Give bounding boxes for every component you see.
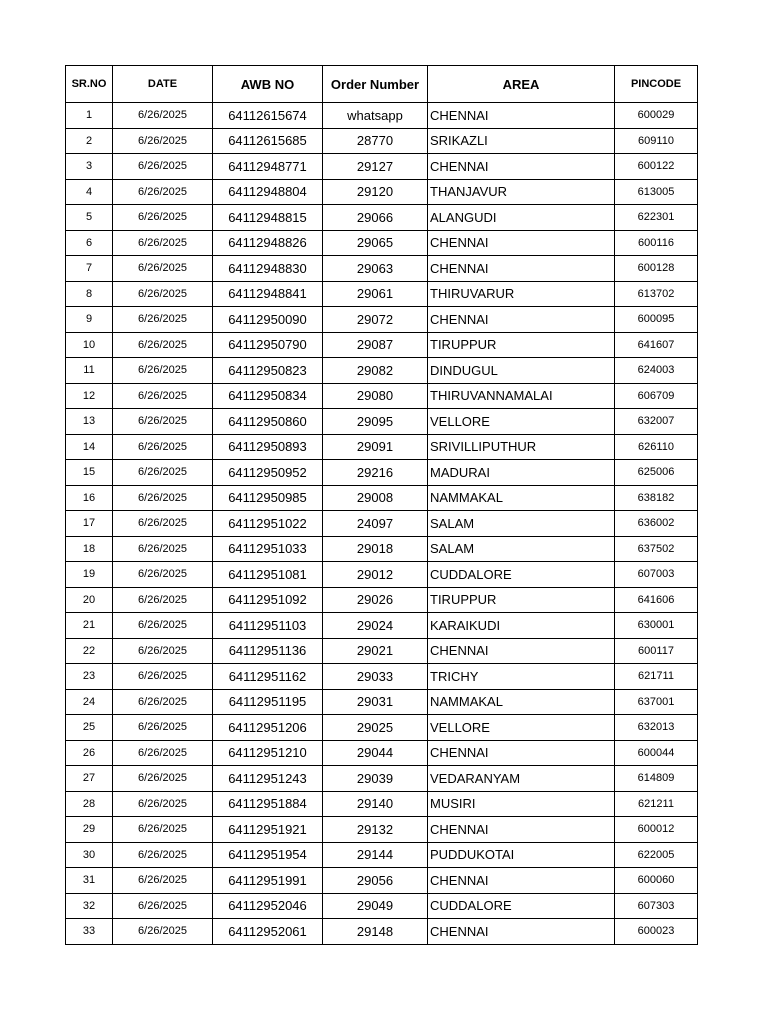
cell-awb-no: 64112950893 <box>213 434 323 460</box>
table-row <box>66 205 698 231</box>
table-row <box>66 230 698 256</box>
cell-area: THANJAVUR <box>428 179 615 205</box>
table-row <box>66 460 698 486</box>
cell-order-number: 29025 <box>323 715 428 741</box>
cell-area: CHENNAI <box>428 154 615 180</box>
cell-order-number: 29044 <box>323 740 428 766</box>
cell-order-number: 29031 <box>323 689 428 715</box>
cell-sr-no: 9 <box>66 307 113 333</box>
cell-date: 6/26/2025 <box>113 409 213 435</box>
table-row <box>66 383 698 409</box>
table-row <box>66 587 698 613</box>
table-row <box>66 536 698 562</box>
cell-awb-no: 64112951081 <box>213 562 323 588</box>
cell-sr-no: 5 <box>66 205 113 231</box>
cell-area: CHENNAI <box>428 740 615 766</box>
cell-awb-no: 64112951243 <box>213 766 323 792</box>
cell-sr-no: 12 <box>66 383 113 409</box>
shipment-table <box>65 65 698 945</box>
table-row <box>66 613 698 639</box>
cell-area: SRIKAZLI <box>428 128 615 154</box>
header-area: AREA <box>428 66 615 103</box>
cell-pincode: 622301 <box>615 205 698 231</box>
cell-sr-no: 11 <box>66 358 113 384</box>
cell-order-number: 29140 <box>323 791 428 817</box>
cell-area: CHENNAI <box>428 638 615 664</box>
cell-awb-no: 64112615674 <box>213 103 323 129</box>
cell-sr-no: 8 <box>66 281 113 307</box>
cell-order-number: 28770 <box>323 128 428 154</box>
cell-awb-no: 64112948815 <box>213 205 323 231</box>
cell-date: 6/26/2025 <box>113 791 213 817</box>
cell-date: 6/26/2025 <box>113 638 213 664</box>
cell-sr-no: 27 <box>66 766 113 792</box>
cell-awb-no: 64112948830 <box>213 256 323 282</box>
cell-sr-no: 1 <box>66 103 113 129</box>
table-row <box>66 766 698 792</box>
table-row <box>66 154 698 180</box>
cell-pincode: 637001 <box>615 689 698 715</box>
cell-sr-no: 22 <box>66 638 113 664</box>
cell-awb-no: 64112950834 <box>213 383 323 409</box>
cell-pincode: 609110 <box>615 128 698 154</box>
cell-order-number: 29120 <box>323 179 428 205</box>
header-awb-no: AWB NO <box>213 66 323 103</box>
cell-sr-no: 31 <box>66 868 113 894</box>
cell-area: SALAM <box>428 511 615 537</box>
cell-date: 6/26/2025 <box>113 383 213 409</box>
cell-area: CHENNAI <box>428 256 615 282</box>
cell-sr-no: 15 <box>66 460 113 486</box>
cell-pincode: 614809 <box>615 766 698 792</box>
cell-order-number: 29056 <box>323 868 428 894</box>
cell-awb-no: 64112950860 <box>213 409 323 435</box>
table-row <box>66 281 698 307</box>
cell-date: 6/26/2025 <box>113 434 213 460</box>
cell-pincode: 621211 <box>615 791 698 817</box>
cell-pincode: 607003 <box>615 562 698 588</box>
table-row <box>66 817 698 843</box>
cell-sr-no: 32 <box>66 893 113 919</box>
cell-order-number: 29091 <box>323 434 428 460</box>
table-row <box>66 791 698 817</box>
cell-date: 6/26/2025 <box>113 817 213 843</box>
cell-date: 6/26/2025 <box>113 587 213 613</box>
cell-sr-no: 33 <box>66 919 113 945</box>
cell-date: 6/26/2025 <box>113 179 213 205</box>
cell-awb-no: 64112950090 <box>213 307 323 333</box>
cell-order-number: 29082 <box>323 358 428 384</box>
cell-pincode: 600122 <box>615 154 698 180</box>
cell-pincode: 600128 <box>615 256 698 282</box>
header-date: DATE <box>113 66 213 103</box>
cell-sr-no: 6 <box>66 230 113 256</box>
cell-date: 6/26/2025 <box>113 128 213 154</box>
header-pincode: PINCODE <box>615 66 698 103</box>
table-row <box>66 434 698 460</box>
cell-area: TIRUPPUR <box>428 587 615 613</box>
cell-area: THIRUVANNAMALAI <box>428 383 615 409</box>
table-row <box>66 740 698 766</box>
cell-date: 6/26/2025 <box>113 664 213 690</box>
cell-pincode: 637502 <box>615 536 698 562</box>
cell-area: NAMMAKAL <box>428 689 615 715</box>
cell-sr-no: 23 <box>66 664 113 690</box>
cell-awb-no: 64112951991 <box>213 868 323 894</box>
cell-order-number: 29066 <box>323 205 428 231</box>
cell-order-number: 29063 <box>323 256 428 282</box>
cell-order-number: 29144 <box>323 842 428 868</box>
header-order-number: Order Number <box>323 66 428 103</box>
cell-area: CUDDALORE <box>428 562 615 588</box>
cell-pincode: 600023 <box>615 919 698 945</box>
cell-area: SALAM <box>428 536 615 562</box>
table-row <box>66 689 698 715</box>
table-row <box>66 485 698 511</box>
cell-awb-no: 64112951954 <box>213 842 323 868</box>
cell-date: 6/26/2025 <box>113 281 213 307</box>
cell-date: 6/26/2025 <box>113 485 213 511</box>
cell-area: VELLORE <box>428 715 615 741</box>
cell-awb-no: 64112950985 <box>213 485 323 511</box>
cell-pincode: 606709 <box>615 383 698 409</box>
table-row <box>66 919 698 945</box>
table-row <box>66 307 698 333</box>
cell-awb-no: 64112951022 <box>213 511 323 537</box>
cell-order-number: 29039 <box>323 766 428 792</box>
cell-awb-no: 64112950952 <box>213 460 323 486</box>
cell-order-number: 29012 <box>323 562 428 588</box>
cell-pincode: 613702 <box>615 281 698 307</box>
cell-sr-no: 13 <box>66 409 113 435</box>
cell-area: NAMMAKAL <box>428 485 615 511</box>
cell-date: 6/26/2025 <box>113 460 213 486</box>
cell-awb-no: 64112948826 <box>213 230 323 256</box>
cell-date: 6/26/2025 <box>113 766 213 792</box>
cell-order-number: 29049 <box>323 893 428 919</box>
cell-date: 6/26/2025 <box>113 358 213 384</box>
cell-sr-no: 17 <box>66 511 113 537</box>
cell-pincode: 636002 <box>615 511 698 537</box>
cell-pincode: 625006 <box>615 460 698 486</box>
cell-awb-no: 64112951136 <box>213 638 323 664</box>
cell-order-number: 29008 <box>323 485 428 511</box>
cell-pincode: 600029 <box>615 103 698 129</box>
cell-awb-no: 64112951206 <box>213 715 323 741</box>
table-row <box>66 664 698 690</box>
cell-pincode: 630001 <box>615 613 698 639</box>
cell-date: 6/26/2025 <box>113 715 213 741</box>
cell-sr-no: 16 <box>66 485 113 511</box>
cell-awb-no: 64112951921 <box>213 817 323 843</box>
cell-order-number: 29072 <box>323 307 428 333</box>
cell-pincode: 626110 <box>615 434 698 460</box>
cell-pincode: 600117 <box>615 638 698 664</box>
table-row <box>66 562 698 588</box>
cell-order-number: 29148 <box>323 919 428 945</box>
cell-area: VELLORE <box>428 409 615 435</box>
cell-date: 6/26/2025 <box>113 230 213 256</box>
cell-awb-no: 64112615685 <box>213 128 323 154</box>
cell-pincode: 600060 <box>615 868 698 894</box>
cell-date: 6/26/2025 <box>113 562 213 588</box>
table-row <box>66 358 698 384</box>
cell-sr-no: 20 <box>66 587 113 613</box>
cell-date: 6/26/2025 <box>113 205 213 231</box>
cell-awb-no: 64112948804 <box>213 179 323 205</box>
table-row <box>66 128 698 154</box>
table-header-row <box>66 66 698 103</box>
cell-pincode: 600095 <box>615 307 698 333</box>
cell-order-number: 29087 <box>323 332 428 358</box>
cell-pincode: 632007 <box>615 409 698 435</box>
cell-sr-no: 14 <box>66 434 113 460</box>
cell-awb-no: 64112952046 <box>213 893 323 919</box>
cell-date: 6/26/2025 <box>113 868 213 894</box>
cell-sr-no: 24 <box>66 689 113 715</box>
table-row <box>66 511 698 537</box>
cell-date: 6/26/2025 <box>113 536 213 562</box>
cell-area: CHENNAI <box>428 103 615 129</box>
cell-sr-no: 19 <box>66 562 113 588</box>
cell-awb-no: 64112948841 <box>213 281 323 307</box>
cell-order-number: 29021 <box>323 638 428 664</box>
cell-area: VEDARANYAM <box>428 766 615 792</box>
header-sr-no: SR.NO <box>66 66 113 103</box>
table-row <box>66 842 698 868</box>
cell-sr-no: 18 <box>66 536 113 562</box>
table-row <box>66 868 698 894</box>
cell-area: TIRUPPUR <box>428 332 615 358</box>
table-row <box>66 256 698 282</box>
cell-date: 6/26/2025 <box>113 154 213 180</box>
table-row <box>66 893 698 919</box>
cell-area: MADURAI <box>428 460 615 486</box>
cell-date: 6/26/2025 <box>113 842 213 868</box>
cell-order-number: 29065 <box>323 230 428 256</box>
cell-date: 6/26/2025 <box>113 613 213 639</box>
cell-order-number: 24097 <box>323 511 428 537</box>
cell-awb-no: 64112951103 <box>213 613 323 639</box>
cell-area: PUDDUKOTAI <box>428 842 615 868</box>
cell-area: KARAIKUDI <box>428 613 615 639</box>
cell-sr-no: 25 <box>66 715 113 741</box>
cell-pincode: 613005 <box>615 179 698 205</box>
table-row <box>66 332 698 358</box>
cell-pincode: 600044 <box>615 740 698 766</box>
cell-date: 6/26/2025 <box>113 893 213 919</box>
cell-order-number: 29095 <box>323 409 428 435</box>
cell-date: 6/26/2025 <box>113 740 213 766</box>
cell-pincode: 624003 <box>615 358 698 384</box>
cell-sr-no: 2 <box>66 128 113 154</box>
cell-date: 6/26/2025 <box>113 256 213 282</box>
cell-area: ALANGUDI <box>428 205 615 231</box>
cell-pincode: 641607 <box>615 332 698 358</box>
cell-order-number: 29061 <box>323 281 428 307</box>
cell-pincode: 632013 <box>615 715 698 741</box>
table-row <box>66 409 698 435</box>
cell-awb-no: 64112948771 <box>213 154 323 180</box>
cell-date: 6/26/2025 <box>113 103 213 129</box>
cell-awb-no: 64112950823 <box>213 358 323 384</box>
cell-area: CHENNAI <box>428 307 615 333</box>
cell-pincode: 638182 <box>615 485 698 511</box>
cell-pincode: 607303 <box>615 893 698 919</box>
cell-sr-no: 4 <box>66 179 113 205</box>
cell-awb-no: 64112951162 <box>213 664 323 690</box>
cell-awb-no: 64112951210 <box>213 740 323 766</box>
cell-order-number: 29033 <box>323 664 428 690</box>
cell-order-number: 29080 <box>323 383 428 409</box>
cell-date: 6/26/2025 <box>113 332 213 358</box>
cell-order-number: 29127 <box>323 154 428 180</box>
shipment-sheet <box>65 65 695 945</box>
cell-order-number: 29024 <box>323 613 428 639</box>
cell-sr-no: 21 <box>66 613 113 639</box>
cell-order-number: whatsapp <box>323 103 428 129</box>
cell-awb-no: 64112950790 <box>213 332 323 358</box>
cell-sr-no: 28 <box>66 791 113 817</box>
cell-area: THIRUVARUR <box>428 281 615 307</box>
cell-sr-no: 10 <box>66 332 113 358</box>
cell-area: CUDDALORE <box>428 893 615 919</box>
cell-pincode: 622005 <box>615 842 698 868</box>
cell-order-number: 29026 <box>323 587 428 613</box>
cell-order-number: 29132 <box>323 817 428 843</box>
cell-sr-no: 7 <box>66 256 113 282</box>
cell-sr-no: 26 <box>66 740 113 766</box>
cell-date: 6/26/2025 <box>113 307 213 333</box>
cell-awb-no: 64112951033 <box>213 536 323 562</box>
cell-date: 6/26/2025 <box>113 689 213 715</box>
cell-sr-no: 30 <box>66 842 113 868</box>
cell-awb-no: 64112951195 <box>213 689 323 715</box>
cell-area: MUSIRI <box>428 791 615 817</box>
cell-awb-no: 64112951092 <box>213 587 323 613</box>
table-row <box>66 638 698 664</box>
cell-order-number: 29216 <box>323 460 428 486</box>
cell-area: CHENNAI <box>428 230 615 256</box>
cell-sr-no: 3 <box>66 154 113 180</box>
table-body <box>66 103 698 945</box>
cell-area: SRIVILLIPUTHUR <box>428 434 615 460</box>
cell-pincode: 621711 <box>615 664 698 690</box>
cell-date: 6/26/2025 <box>113 511 213 537</box>
cell-awb-no: 64112952061 <box>213 919 323 945</box>
cell-sr-no: 29 <box>66 817 113 843</box>
cell-area: TRICHY <box>428 664 615 690</box>
cell-pincode: 600116 <box>615 230 698 256</box>
table-row <box>66 715 698 741</box>
cell-area: CHENNAI <box>428 817 615 843</box>
table-row <box>66 103 698 129</box>
cell-area: CHENNAI <box>428 868 615 894</box>
cell-pincode: 641606 <box>615 587 698 613</box>
cell-area: CHENNAI <box>428 919 615 945</box>
table-row <box>66 179 698 205</box>
cell-date: 6/26/2025 <box>113 919 213 945</box>
cell-pincode: 600012 <box>615 817 698 843</box>
cell-order-number: 29018 <box>323 536 428 562</box>
cell-awb-no: 64112951884 <box>213 791 323 817</box>
cell-area: DINDUGUL <box>428 358 615 384</box>
